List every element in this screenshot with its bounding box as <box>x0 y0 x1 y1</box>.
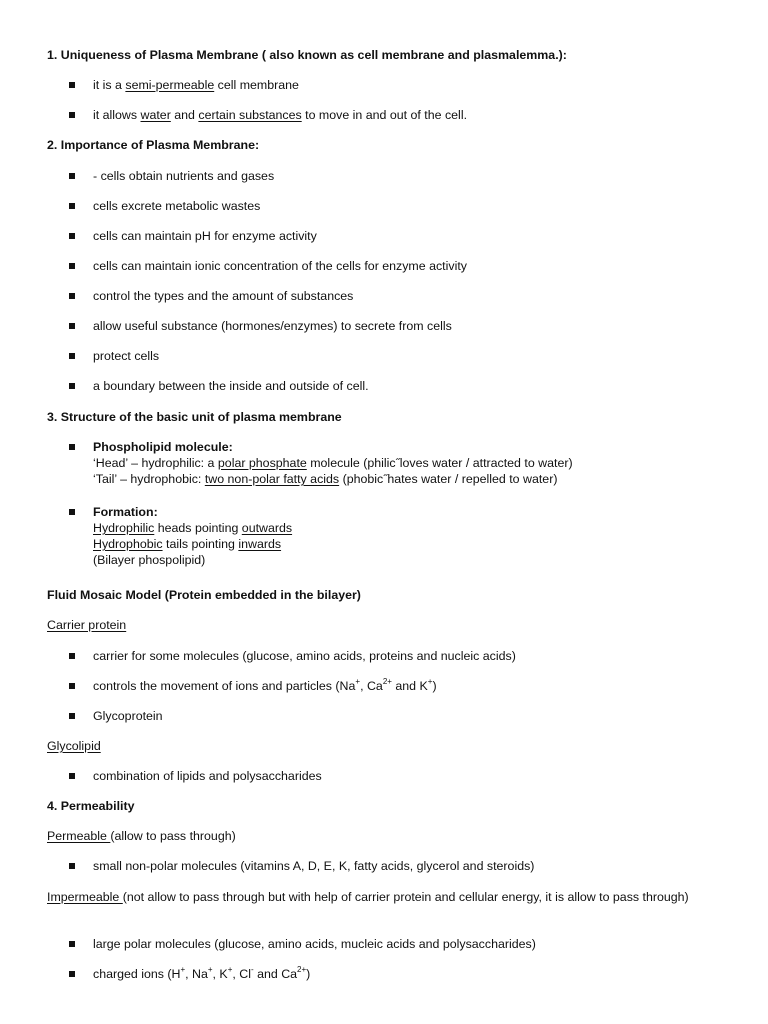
list-item-text: combination of lipids and polysaccharides <box>93 769 322 783</box>
list-item-text: control the types and the amount of substances <box>93 289 354 303</box>
list-item-text: protect cells <box>93 349 160 363</box>
bullet-icon <box>69 233 75 239</box>
list-item-text <box>93 439 573 487</box>
list-item-text: controls the movement of ions and particles (Na+, $Ca^{2+}$ and K+) <box>93 677 437 693</box>
list-item-text: cells can maintain pH for enzyme activity <box>93 229 317 243</box>
bullet-icon <box>69 653 75 659</box>
list-item-text: - cells obtain nutrients and gases <box>93 169 275 183</box>
formation-line: Hydrophobic tails pointing inwards <box>93 537 282 551</box>
bullet-icon <box>69 173 75 179</box>
bullet-icon <box>69 203 75 209</box>
bullet-icon <box>69 683 75 689</box>
bullet-icon <box>69 444 75 450</box>
carrier-protein-heading: Carrier protein <box>47 618 127 632</box>
list-item-text: large polar molecules (glucose, amino acids, mucleic acids and polysaccharides) <box>93 937 536 951</box>
list-item-text <box>93 504 292 568</box>
list-item-text: carrier for some molecules (glucose, amino acids, proteins and nucleic acids) <box>93 649 516 663</box>
bullet-icon <box>69 941 75 947</box>
permeable-line: Permeable (allow to pass through) <box>47 829 236 843</box>
list-item-text: charged ions (H+, Na+, K+, Cl- and $Ca^{2+}$) <box>93 965 311 981</box>
bullet-icon <box>69 353 75 359</box>
list-item-text: a boundary between the inside and outside of cell. <box>93 379 369 393</box>
list-item-text: cells excrete metabolic wastes <box>93 199 261 213</box>
formation-line: (Bilayer phospolipid) <box>93 553 206 567</box>
list-item-text: it allows water and certain substances to move in and out of the cell. <box>93 108 468 122</box>
impermeable-line: Impermeable (not allow to pass through but with help of carrier protein and cellular energy, it is allow to pass through) <box>47 890 689 904</box>
formation-line: Hydrophilic heads pointing outwards <box>93 521 293 535</box>
bullet-icon <box>69 863 75 869</box>
list-item-text: small non-polar molecules (vitamins A, D, E, K, fatty acids, glycerol and steroids) <box>93 859 535 873</box>
glycolipid-heading: Glycolipid <box>47 739 101 753</box>
bullet-icon <box>69 509 75 515</box>
formation-title: Formation: <box>93 505 158 519</box>
phospholipid-title: Phospholipid molecule: <box>93 440 233 454</box>
bullet-icon <box>69 323 75 329</box>
list-item-text: allow useful substance (hormones/enzymes) to secrete from cells <box>93 319 452 333</box>
list-item-text: Glycoprotein <box>93 709 163 723</box>
bullet-icon <box>69 82 75 88</box>
list-item-text: cells can maintain ionic concentration of the cells for enzyme activity <box>93 259 467 273</box>
bullet-icon <box>69 293 75 299</box>
section-1-heading: 1. Uniqueness of Plasma Membrane ( also known as cell membrane and plasmalemma.): <box>47 48 567 62</box>
bullet-icon <box>69 263 75 269</box>
tail-line: ‘Tail’ – hydrophobic: two non-polar fatty acids (phobic˝hates water / repelled to water) <box>93 472 558 486</box>
section-4-heading: 4. Permeability <box>47 799 135 813</box>
bullet-icon <box>69 383 75 389</box>
bullet-icon <box>69 971 75 977</box>
head-line: ‘Head’ – hydrophilic: a polar phosphate molecule (philic˝loves water / attracted to water) <box>93 456 573 470</box>
fmm-heading: Fluid Mosaic Model (Protein embedded in the bilayer) <box>47 588 361 602</box>
bullet-icon <box>69 773 75 779</box>
bullet-icon <box>69 713 75 719</box>
section-3-heading: 3. Structure of the basic unit of plasma membrane <box>47 410 342 424</box>
list-item-text: it is a semi-permeable cell membrane <box>93 78 299 92</box>
bullet-icon <box>69 112 75 118</box>
section-2-heading: 2. Importance of Plasma Membrane: <box>47 138 260 152</box>
